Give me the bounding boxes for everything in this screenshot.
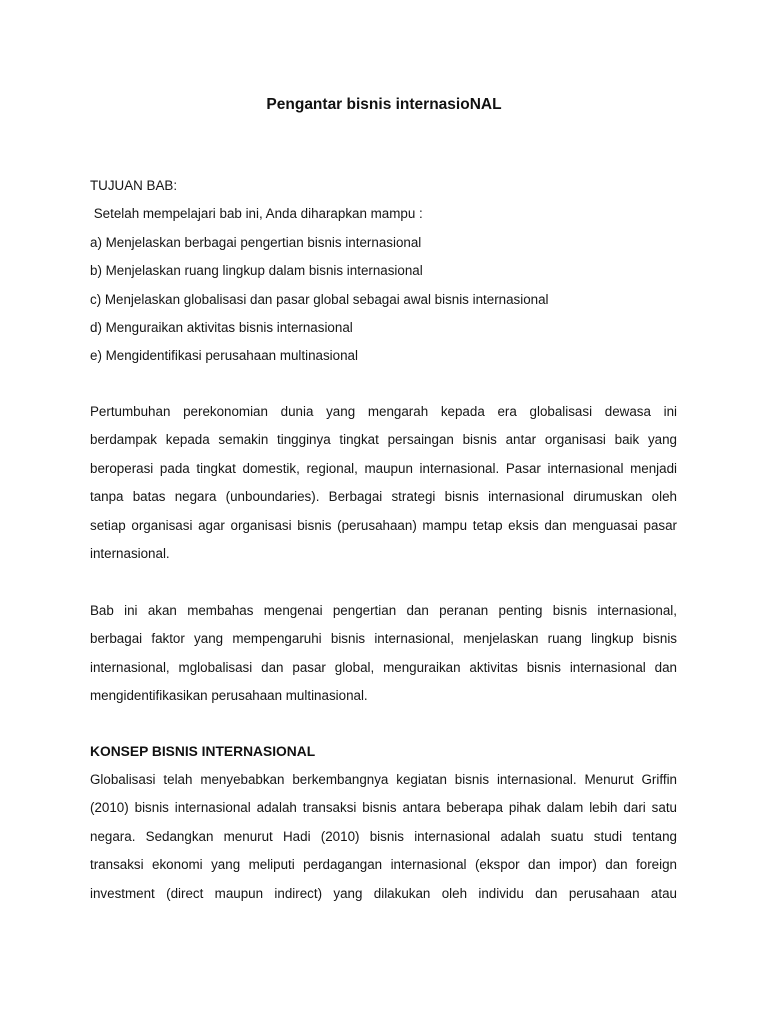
paragraph-line: internasional, mglobalisasi dan pasar global, menguraikan aktivitas bisnis internasional dan	[90, 659, 677, 675]
paragraph-intro-globalization	[90, 398, 677, 568]
objectives-heading: TUJUAN BAB:	[90, 178, 178, 193]
paragraph-line: investment (direct maupun indirect) yang dilakukan oleh individu dan perusahaan atau	[90, 885, 677, 901]
objectives-intro: Setelah mempelajari bab ini, Anda diharapkan mampu :	[90, 206, 423, 222]
paragraph-line: Globalisasi telah menyebabkan berkembangnya kegiatan bisnis internasional. Menurut Griffin	[90, 772, 677, 787]
paragraph-line: internasional.	[90, 545, 170, 561]
paragraph-line: beroperasi pada tingkat domestik, regional, maupun internasional. Pasar internasional menjadi	[90, 460, 677, 476]
objective-item: c) Menjelaskan globalisasi dan pasar global sebagai awal bisnis internasional	[90, 291, 549, 307]
objective-item: d) Menguraikan aktivitas bisnis internasional	[90, 319, 353, 335]
objectives-section	[90, 172, 677, 371]
objective-item: e) Mengidentifikasi perusahaan multinasional	[90, 348, 358, 364]
document-title: Pengantar bisnis internasioNAL	[266, 96, 502, 113]
paragraph-concept	[90, 766, 677, 908]
objective-item: b) Menjelaskan ruang lingkup dalam bisnis internasional	[90, 263, 423, 279]
section-heading: KONSEP BISNIS INTERNASIONAL	[90, 744, 316, 759]
paragraph-line: negara. Sedangkan menurut Hadi (2010) bisnis internasional adalah suatu studi tentang	[90, 828, 677, 844]
paragraph-line: transaksi ekonomi yang meliputi perdagangan internasional (ekspor dan impor) dan foreign	[90, 857, 677, 873]
paragraph-chapter-overview	[90, 597, 677, 711]
objective-item: a) Menjelaskan berbagai pengertian bisnis internasional	[90, 234, 422, 250]
paragraph-line: mengidentifikasikan perusahaan multinasional.	[90, 688, 368, 704]
paragraph-line: tanpa batas negara (unboundaries). Berbagai strategi bisnis internasional dirumuskan oleh	[90, 489, 677, 505]
paragraph-line: berbagai faktor yang mempengaruhi bisnis internasional, menjelaskan ruang lingkup bisnis	[90, 631, 677, 647]
paragraph-line: (2010) bisnis internasional adalah transaksi bisnis antara beberapa pihak dalam lebih dari satu	[90, 800, 677, 816]
paragraph-line: setiap organisasi agar organisasi bisnis (perusahaan) mampu tetap eksis dan menguasai pasar	[90, 517, 677, 533]
paragraph-line: Bab ini akan membahas mengenai pengertian dan peranan penting bisnis internasional,	[90, 603, 677, 618]
paragraph-line: Pertumbuhan perekonomian dunia yang mengarah kepada era globalisasi dewasa ini	[90, 404, 677, 419]
paragraph-line: berdampak kepada semakin tingginya tingkat persaingan bisnis antar organisasi baik yang	[90, 432, 677, 448]
